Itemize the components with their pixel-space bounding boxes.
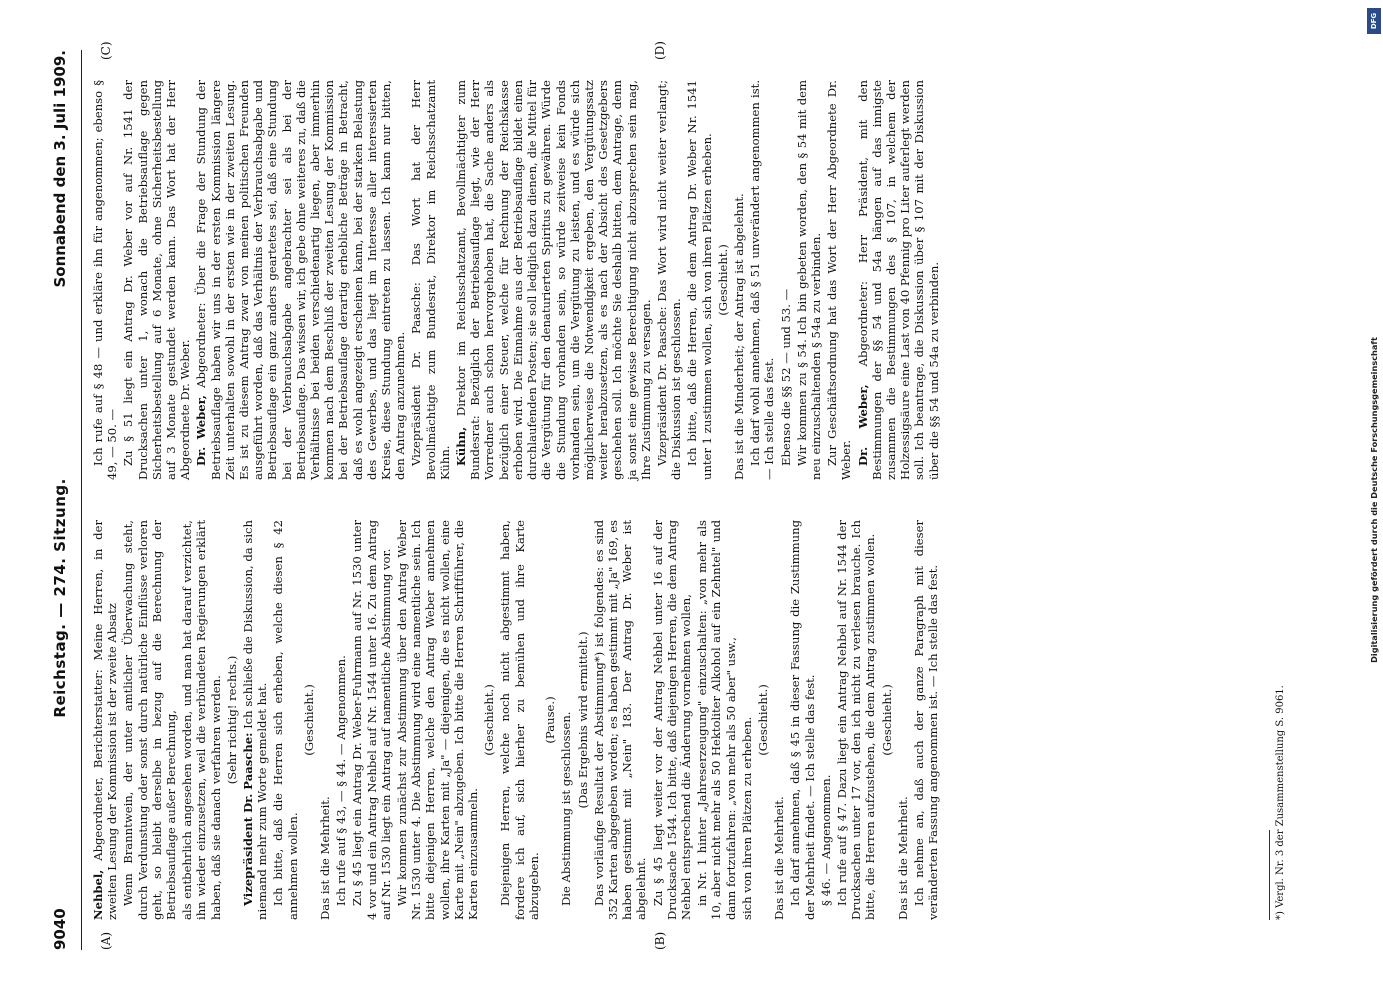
right-paragraph xyxy=(685,80,713,480)
left-paragraph xyxy=(350,520,393,920)
paragraph-text: Ich rufe auf § 43, — § 44. — Angenommen. xyxy=(334,655,349,906)
page-number: 9040 xyxy=(51,908,69,950)
left-paragraph xyxy=(543,520,557,920)
left-paragraph xyxy=(121,520,178,920)
paragraph-text: Vizepräsident Dr. Paasche: Das Wort wird nicht weiter verlangt; die Diskussion ist geschlossen. xyxy=(654,80,684,480)
speaker-name: Dr. Weber, xyxy=(194,395,209,466)
paragraph-text: (Geschieht.) xyxy=(482,684,497,756)
paragraph-text: Zur Geschäftsordnung hat das Wort der Herr Abgeordnete Dr. Weber. xyxy=(825,80,854,480)
paragraph-text: Wir kommen zunächst zur Abstimmung über den Antrag Weber Nr. 1530 unter 4. Die Abstimmung wird eine namentliche sein. Ich bitte diejenigen Herren, welche den Antrag Weber annehmen wollen, ihre Karten mit „Ja" — diejenigen, die es nicht wollen, eine Karte mit „Nein" abzugeben. Ich bitte die Herren Schriftführer, die Karten einzusammeln. xyxy=(395,520,481,920)
page-header xyxy=(51,50,77,950)
right-paragraph xyxy=(454,80,653,480)
right-paragraph xyxy=(655,80,683,480)
left-paragraph xyxy=(318,520,332,920)
margin-marker-b: (B) xyxy=(653,931,667,950)
right-paragraph xyxy=(856,80,941,480)
left-paragraph xyxy=(225,520,239,920)
footnote: *) Vergl. Nr. 3 der Zusammenstellung S. 9061. xyxy=(1275,685,1286,920)
left-paragraph xyxy=(896,520,910,920)
paragraph-text: Abgeordneter: Herr Präsident, mit den Bestimmungen der §§ 54 und 54a hängen auf das innigste zusammen die Bestimmungen des § 107, in welchem der Holzessigsäure eine Last von 40 Pfennig pro Liter auferlegt werden soll. Ich beantrage, die Diskussion über § 107 mit der Diskussion über die §§ 54 und 54a zu verbinden. xyxy=(855,80,941,480)
header-rule xyxy=(81,50,82,950)
speaker-name: Dr. Weber, xyxy=(855,384,870,466)
paragraph-text: (Geschieht.) xyxy=(301,684,316,756)
scanned-page xyxy=(41,20,1341,980)
right-paragraph xyxy=(409,80,452,480)
speaker-name: Nehbel, xyxy=(91,869,105,920)
paragraph-text: in Nr. 1 hinter „Jahreserzeugung" einzuschalten: „von mehr als 10, aber nicht mehr als 50 Hektoliter Alkohol auf ein Zehntel" und dann fortzufahren: „von mehr als 50 aber" usw., xyxy=(695,520,738,920)
left-paragraph xyxy=(576,520,590,920)
dfg-logo: DFG xyxy=(1367,8,1381,34)
left-paragraph xyxy=(180,520,223,920)
paragraph-text: § 46. — Angenommen. xyxy=(818,774,833,906)
paragraph-text: Ich darf annehmen, daß § 45 in dieser Fassung die Zustimmung der Mehrheit findet. — Ich stelle das fest. xyxy=(788,520,817,920)
speaker-name: Vizepräsident Dr. Paasche: xyxy=(241,732,256,906)
left-paragraph xyxy=(912,520,940,920)
paragraph-text: als entbehrlich angesehen worden, und man hat darauf verzichtet, ihn wieder einzusetzen, weil die verbündeten Regierungen erklärt haben, daß sie danach verfahren werden. xyxy=(180,520,223,920)
right-paragraph xyxy=(716,80,730,480)
paragraph-text: Wenn Branntwein, der unter amtlicher Überwachung steht, durch Verdunstung oder sonst durch natürliche Einflüsse verloren geht, so bleibt derselbe in bezug auf die Berechnung der Betriebsauflage außer Berechnung, xyxy=(121,520,179,920)
paragraph-text: Das ist die Mehrheit. xyxy=(772,796,787,920)
left-paragraph xyxy=(271,520,299,920)
left-column xyxy=(91,520,942,920)
paragraph-text: (Geschieht.) xyxy=(715,244,730,316)
right-paragraph xyxy=(779,80,793,480)
left-paragraph xyxy=(592,520,649,920)
paragraph-text: (Geschieht.) xyxy=(879,684,894,756)
paragraph-text: Zu § 45 liegt weiter vor der Antrag Nehbel unter 16 auf der Drucksache 1544. Ich bitte, daß diejenigen Herren, die dem Antrag Nehbel entsprechend die Änderung vornehmen wollen, xyxy=(650,520,693,920)
paragraph-text: Vizepräsident Dr. Paasche: Das Wort hat der Herr Bevollmächtigte zum Bundesrat, Direktor im Reichsschatzamt Kühn. xyxy=(409,80,452,480)
paragraph-text: Ich darf wohl annehmen, daß § 51 unverändert angenommen ist. — Ich stelle das fest. xyxy=(748,80,777,480)
session-title: Reichstag. — 274. Sitzung. xyxy=(51,478,69,718)
left-paragraph xyxy=(241,520,269,920)
left-paragraph xyxy=(740,520,754,920)
right-paragraph xyxy=(732,80,746,480)
right-paragraph xyxy=(748,80,776,480)
paragraph-text: Ich bitte, daß die Herren sich erheben, welche diesen § 42 annehmen wollen. xyxy=(271,520,300,920)
paragraph-text: Ebenso die §§ 52 — und 53. — xyxy=(778,288,793,466)
right-paragraph xyxy=(194,80,407,480)
paragraph-text: Ich bitte, daß die Herren, die dem Antrag Dr. Weber Nr. 1541 unter 1 zustimmen wollen, sich von ihren Plätzen erheben. xyxy=(685,80,714,480)
left-paragraph xyxy=(835,520,878,920)
paragraph-text: Die Abstimmung ist geschlossen. xyxy=(559,711,574,906)
paragraph-text: Abgeordneter: Über die Frage der Stundung der Betriebsauflage haben wir uns in der ersten Kommission längere Zeit unterhalten sowohl in der ersten wie in der zweiten Lesung. Es ist zu diesem Antrag zwar von meinen politischen Freunden ausgeführt worden, daß das Verhältnis der Verbrauchsabgabe und Betriebsauflage ein ganz anders geartetes sei, daß eine Stundung bei der Verbrauchsabgabe angebrachter sei als bei der Betriebsauflage. Das wissen wir, ich gebe ohne weiteres zu, daß die Verhältnisse bei beiden verschiedenartig liegen, aber immerhin kommen nach dem Beschluß der zweiten Lesung der Kommission bei der Betriebsauflage derartig erhebliche Beträge in Betracht, daß es wohl angezeigt erscheinen kann, bei der starken Belastung des Gewerbes, und das liegt im Interesse aller interessierten Kreise, diese Stundung eintreten zu lassen. Ich kann nur bitten, den Antrag anzunehmen. xyxy=(194,80,408,480)
paragraph-text: Das ist die Mehrheit. xyxy=(895,796,910,920)
speaker-name: Kühn, xyxy=(454,426,469,466)
session-date: Sonnabend den 3. Juli 1909. xyxy=(51,50,69,288)
paragraph-text: (Das Ergebnis wird ermittelt.) xyxy=(575,631,590,809)
left-paragraph xyxy=(819,520,833,920)
right-paragraph xyxy=(795,80,823,480)
margin-marker-a: (A) xyxy=(99,931,113,950)
paragraph-text: Zu § 51 liegt ein Antrag Dr. Weber vor auf Nr. 1541 der Drucksachen unter 1, wonach die Betriebsauflage gegen Sicherheitsbestellung auf 6 Monate, ohne Sicherheitsbestellung auf 3 Monate gestundet werden kann. Das Wort hat der Herr Abgeordnete Dr. Weber. xyxy=(121,80,193,480)
left-paragraph xyxy=(91,520,119,920)
paragraph-text: Das ist die Mehrheit. xyxy=(318,796,333,920)
left-paragraph xyxy=(395,520,480,920)
paragraph-text: Direktor im Reichsschatzamt, Bevollmächtigter zum Bundesrat: Bezüglich der Betriebsauflage liegt, wie der Herr Vorredner auch schon hervorgehoben hat, die Sache anders als bezüglich einer Steuer, welche für Rechnung der Reichskasse erhoben wird. Die Einnahme aus der Betriebsauflage bildet einen durchlaufenden Posten; sie soll lediglich dazu dienen, die Mittel für die Vergütung für den denaturierten Spiritus zu gewähren. Würde die Stundung vorhanden sein, so würde zeitweise kein Fonds vorhanden sein, um die Vergütung zu leisten, und es würde sich möglicherweise die Notwendigkeit ergeben, den Vergütungssatz weiter herabzusetzen, als es nach der Absicht des Gesetzgebers geschehen soll. Ich möchte Sie deshalb bitten, dem Antrage, denn ja sonst eine gewisse Berechtigung nicht abzusprechen sein mag, Ihre Zustimmung zu versagen. xyxy=(454,80,653,480)
right-paragraph xyxy=(121,80,192,480)
left-paragraph xyxy=(756,520,770,920)
paragraph-text: Abgeordneter, Berichterstatter: Meine Herren, in der zweiten Lesung der Kommission ist der zweite Absatz xyxy=(91,520,120,920)
left-paragraph xyxy=(651,520,694,920)
right-column xyxy=(91,80,943,480)
right-paragraph xyxy=(91,80,119,480)
left-paragraph xyxy=(772,520,786,920)
paragraph-text: Diejenigen Herren, welche noch nicht abgestimmt haben, fordere ich auf, sich hierher zu bemühen und ihre Karte abzugeben. xyxy=(498,520,541,920)
left-paragraph xyxy=(302,520,316,920)
paragraph-text: Ich rufe auf § 48 — und erkläre ihn für angenommen; ebenso § 49, — 50. — xyxy=(91,80,120,480)
paragraph-text: Ich schließe die Diskussion, da sich niemand mehr zum Worte gemeldet hat. xyxy=(241,519,270,920)
left-paragraph xyxy=(559,520,573,920)
margin-marker-c: (C) xyxy=(99,41,113,60)
paragraph-text: (Geschieht.) xyxy=(755,684,770,756)
paragraph-text: (Sehr richtig! rechts.) xyxy=(224,655,239,785)
paragraph-text: sich von ihren Plätzen zu erheben. xyxy=(739,716,754,920)
margin-marker-d: (D) xyxy=(653,41,667,60)
left-paragraph xyxy=(334,520,348,920)
paragraph-text: Ich rufe auf § 47. Dazu liegt ein Antrag Nehbel auf Nr. 1544 der Drucksachen unter 17 vor, den ich nicht zu verlesen brauche. Ich bitte, die Herren aufzustehen, die dem Antrag zustimmen wollen. xyxy=(834,520,878,920)
paragraph-text: Ich nehme an, daß auch der ganze Paragraph mit dieser veränderten Fassung angenommen ist. — Ich stelle das fest. xyxy=(911,520,941,920)
left-paragraph xyxy=(695,520,738,920)
footnote-rule xyxy=(1269,830,1270,920)
left-paragraph xyxy=(498,520,541,920)
right-paragraph xyxy=(825,80,853,480)
paragraph-text: Wir kommen zu § 54. Ich bin gebeten worden, den § 54 mit dem neu einzuschaltenden § 54a zu verbinden. xyxy=(794,80,823,480)
paragraph-text: (Pause.) xyxy=(543,696,558,744)
attribution-strip xyxy=(1367,6,1381,994)
left-paragraph xyxy=(788,520,816,920)
attribution-text: Digitalisierung gefördert durch die Deutsche Forschungsgemeinschaft xyxy=(1369,337,1379,663)
paragraph-text: Das vorläufige Resultat der Abstimmung*) ist folgendes: es sind 352 Karten abgegeben worden; es haben gestimmt mit „Ja" 169, es haben gestimmt mit „Nein" 183. Der Antrag Dr. Weber ist abgelehnt. xyxy=(591,520,649,920)
paragraph-text: Das ist die Minderheit; der Antrag ist abgelehnt. xyxy=(731,193,746,480)
paragraph-text: Zu § 45 liegt ein Antrag Dr. Weber-Fuhrmann auf Nr. 1530 unter 4 vor und ein Antrag Nehbel auf Nr. 1544 unter 16. Zu dem Antrag auf Nr. 1530 liegt ein Antrag auf namentliche Abstimmung vor. xyxy=(350,520,393,920)
left-paragraph xyxy=(482,520,496,920)
left-paragraph xyxy=(880,520,894,920)
